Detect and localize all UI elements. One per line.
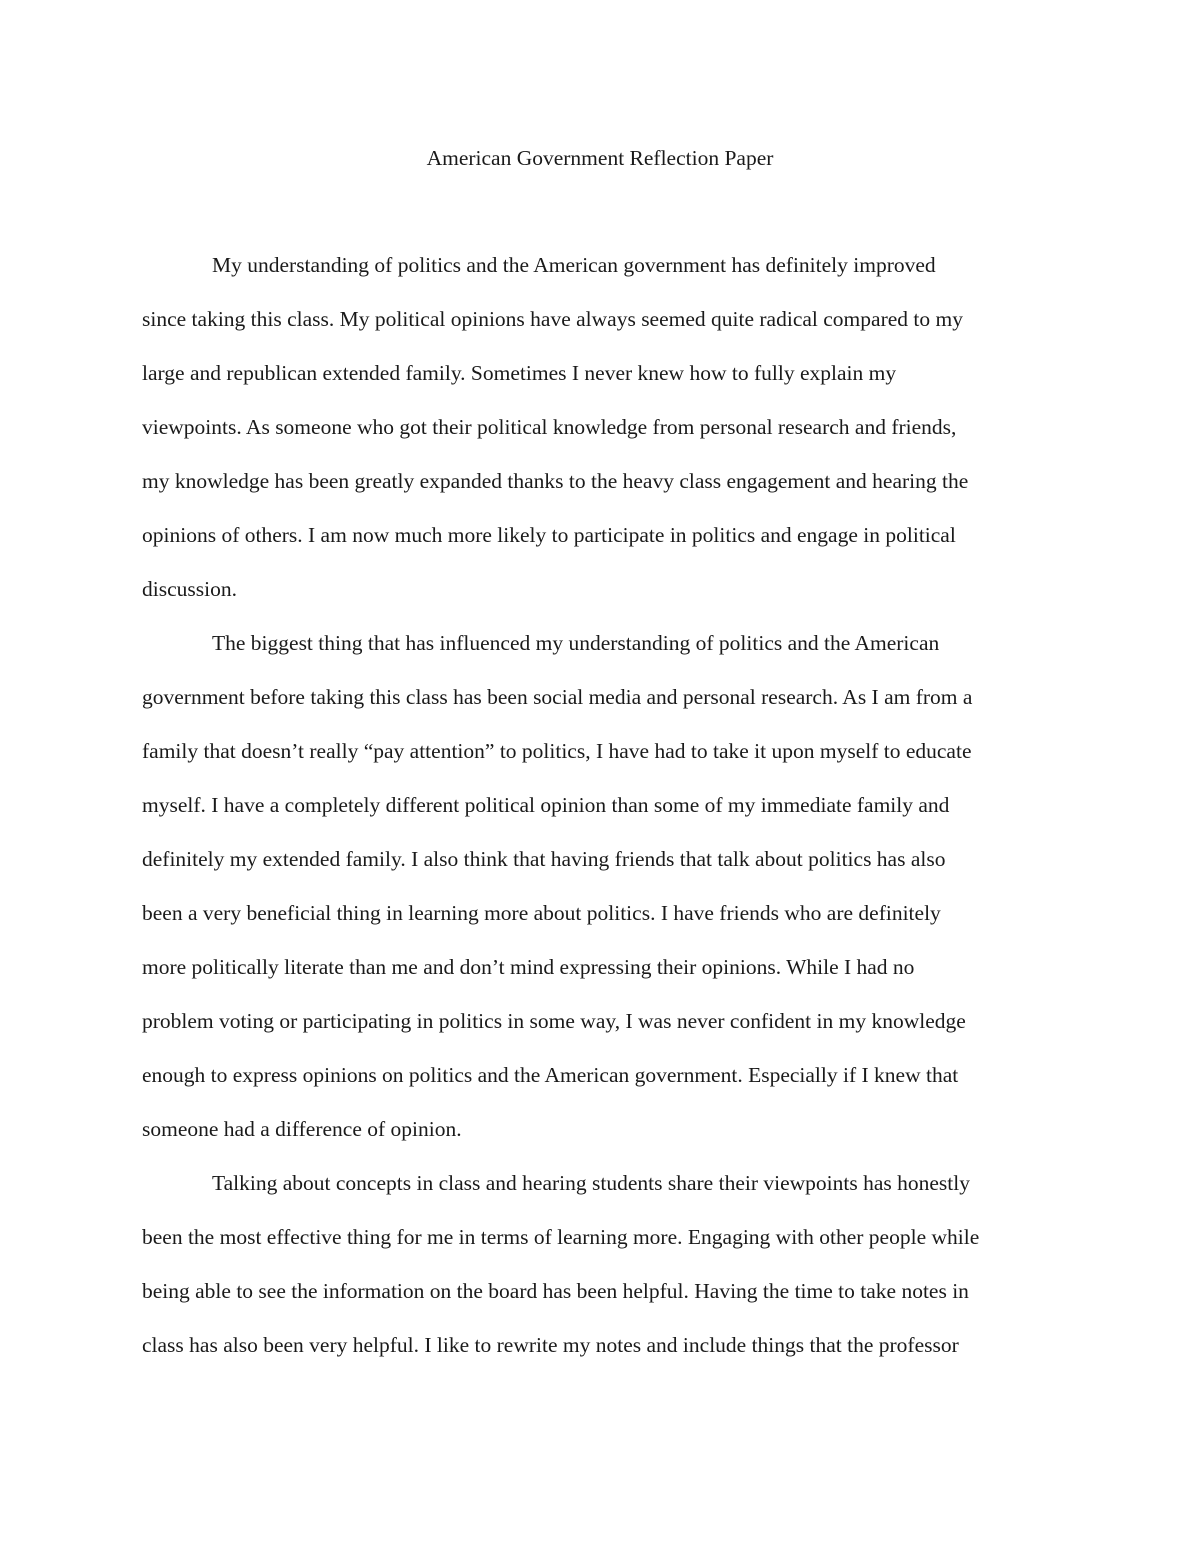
paragraph-2-line-1: The biggest thing that has influenced my understanding of politics and the American [212,631,940,655]
paragraph-2-line-4: myself. I have a completely different political opinion than some of my immediate family and [142,793,950,817]
paragraph-2-line-2: government before taking this class has been social media and personal research. As I am from a [142,685,973,709]
paragraph-2-line-6: been a very beneficial thing in learning more about politics. I have friends who are definitely [142,901,941,925]
paragraph-3-line-3: being able to see the information on the board has been helpful. Having the time to take notes in [142,1279,969,1303]
paragraph-2-line-3: family that doesn’t really “pay attention” to politics, I have had to take it upon myself to educate [142,739,972,763]
paragraph-3-line-2: been the most effective thing for me in terms of learning more. Engaging with other people while [142,1225,980,1249]
page-title: American Government Reflection Paper [426,146,774,170]
paragraph-1-line-3: large and republican extended family. Sometimes I never knew how to fully explain my [142,361,897,385]
paragraph-1-line-5: my knowledge has been greatly expanded thanks to the heavy class engagement and hearing the [142,469,969,493]
paragraph-3-line-4: class has also been very helpful. I like to rewrite my notes and include things that the professor [142,1333,959,1357]
paragraph-2-line-9: enough to express opinions on politics and the American government. Especially if I knew that [142,1063,959,1087]
paragraph-2-line-7: more politically literate than me and don’t mind expressing their opinions. While I had no [142,955,915,979]
paragraph-1-line-4: viewpoints. As someone who got their political knowledge from personal research and friends, [142,415,957,439]
paragraph-3-line-1: Talking about concepts in class and hearing students share their viewpoints has honestly [212,1171,970,1195]
paragraph-2-line-10: someone had a difference of opinion. [142,1117,462,1141]
paragraph-1-line-7: discussion. [142,577,237,601]
paragraph-2-line-5: definitely my extended family. I also think that having friends that talk about politics has also [142,847,946,871]
paragraph-1-line-2: since taking this class. My political opinions have always seemed quite radical compared to my [142,307,963,331]
paragraph-1-line-6: opinions of others. I am now much more likely to participate in politics and engage in political [142,523,956,547]
paragraph-1-line-1: My understanding of politics and the American government has definitely improved [212,253,936,277]
paragraph-2-line-8: problem voting or participating in politics in some way, I was never confident in my knowledge [142,1009,966,1033]
